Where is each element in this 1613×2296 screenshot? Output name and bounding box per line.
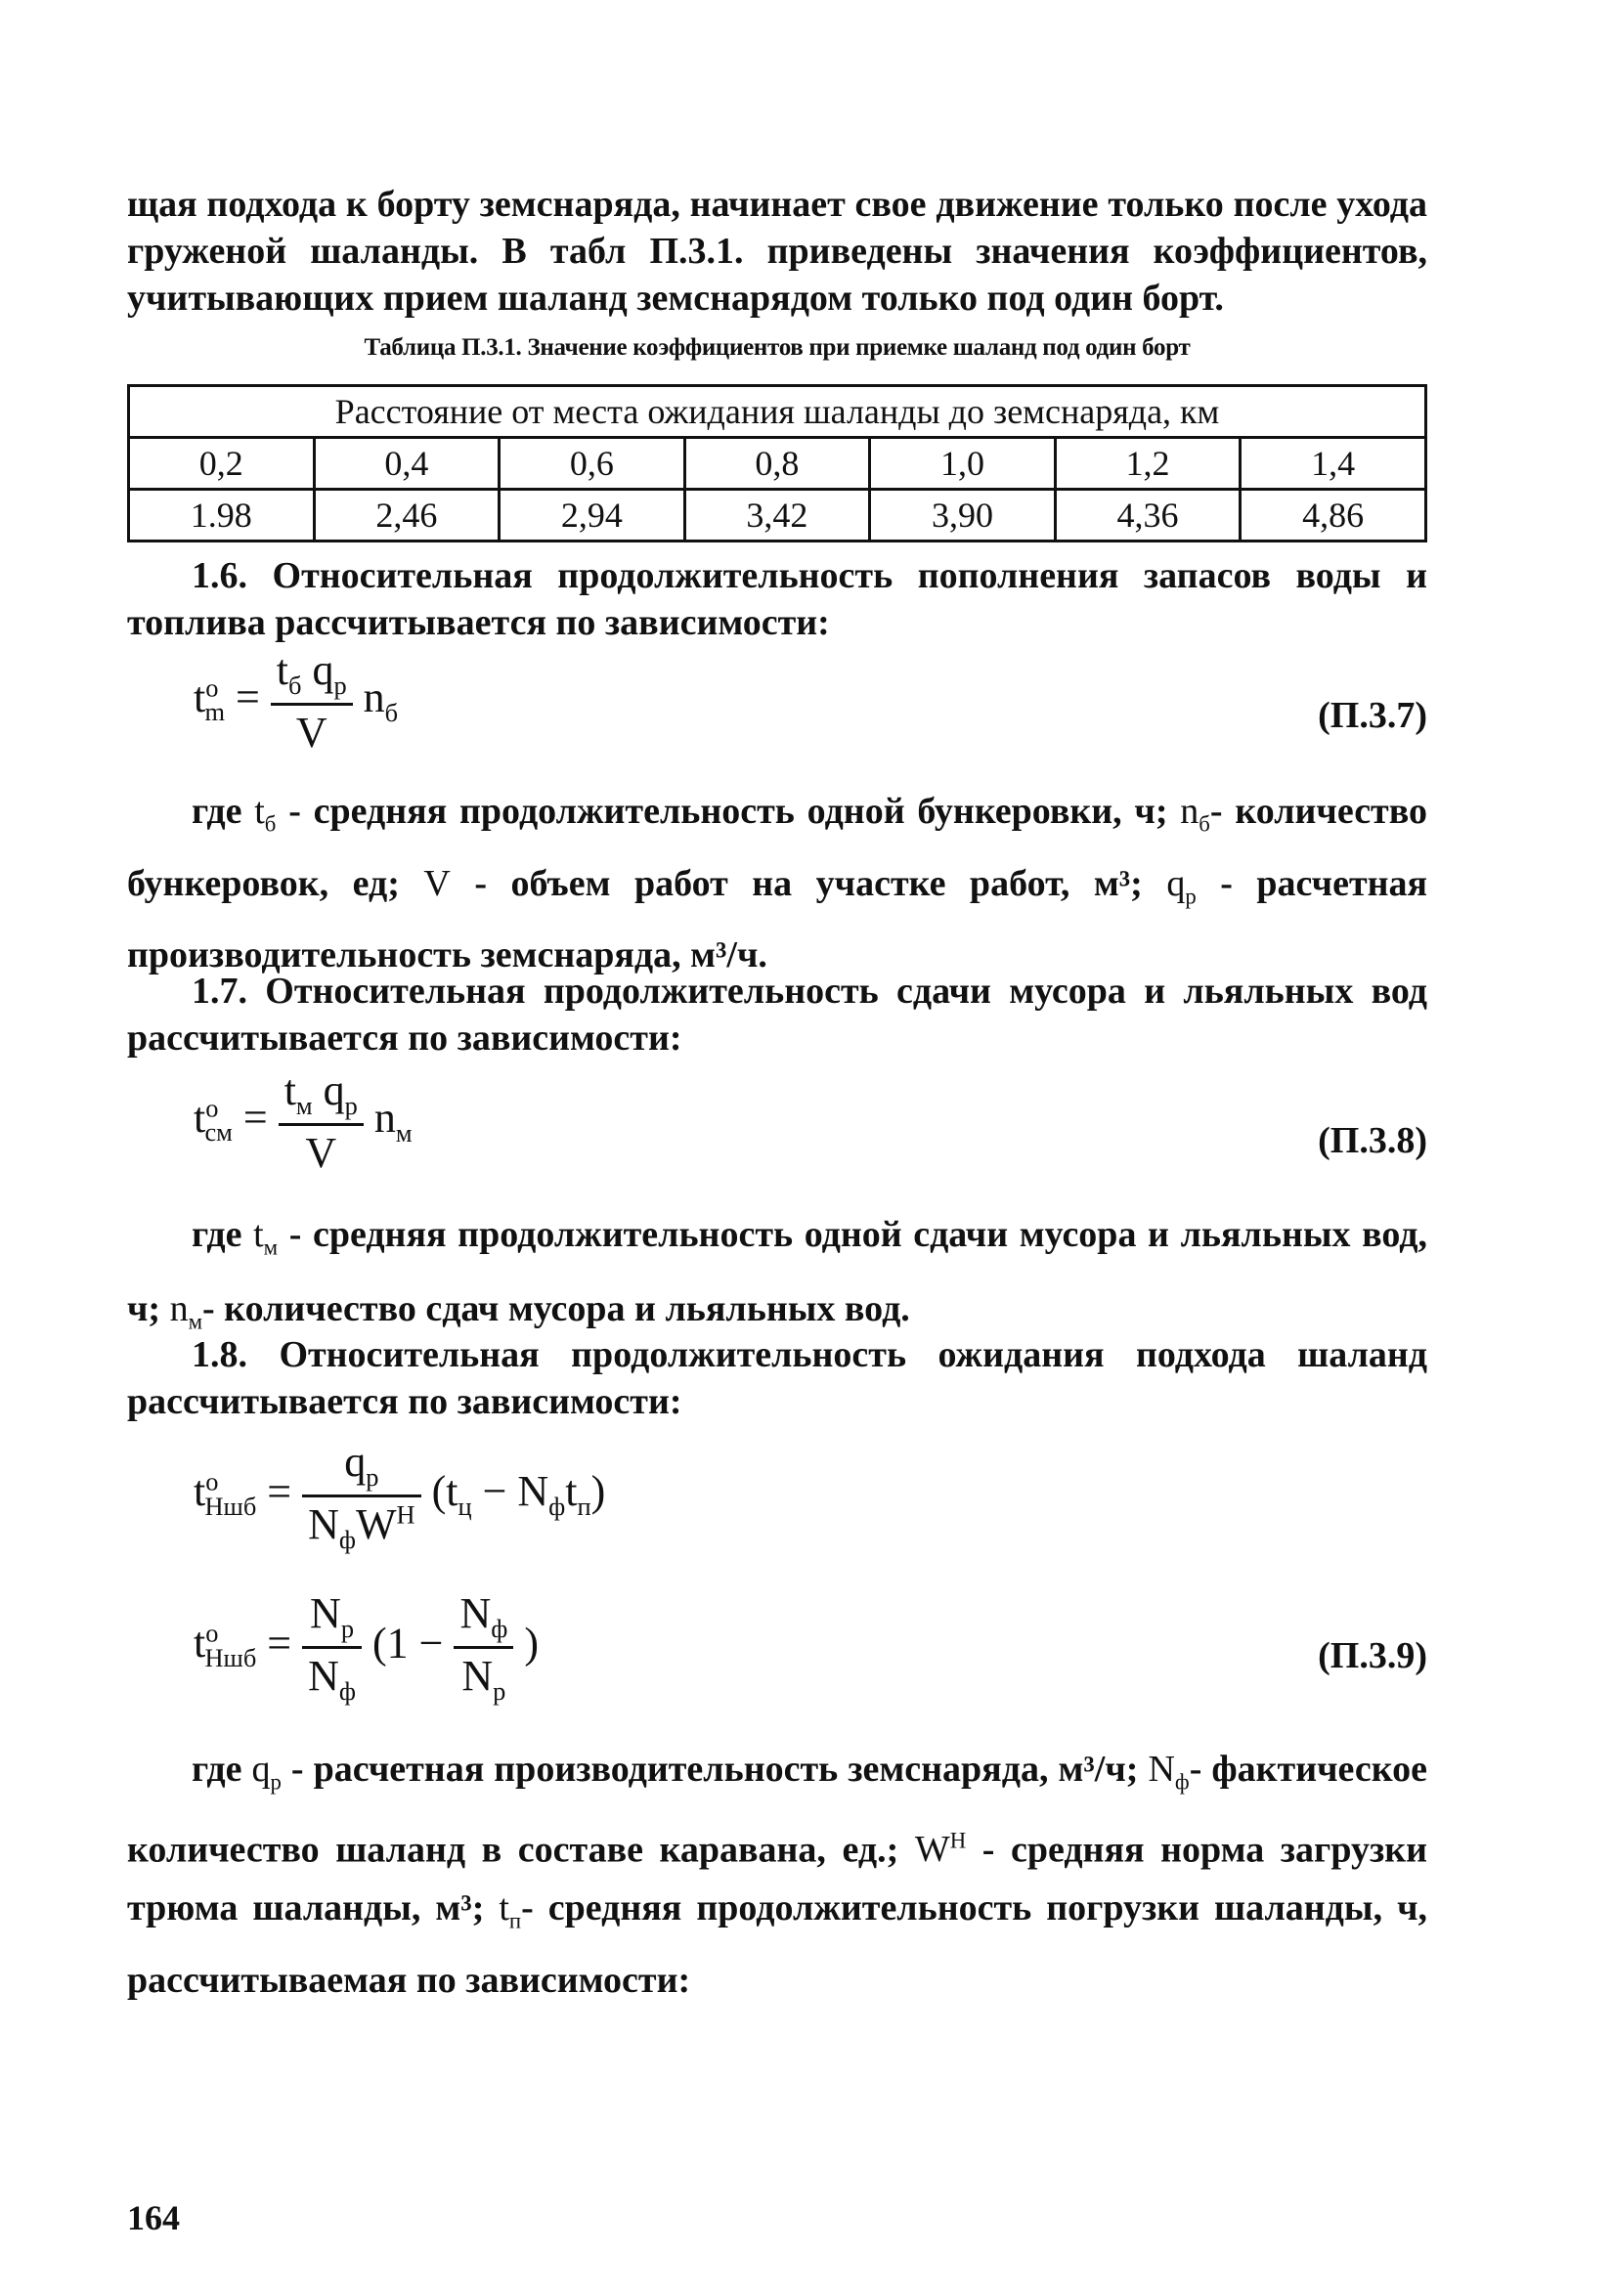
table-cell: 2,46 (314, 490, 500, 542)
section-1-6-text: 1.6. Относительная продолжительность пополнения запасов воды и топлива рассчитывается по зависимости: (127, 555, 1427, 643)
where-text: - количество бункеровок, ед; (127, 791, 1427, 904)
table-row-distances (129, 438, 1426, 490)
table-cell: 0,6 (500, 438, 685, 490)
table-cell: 2,94 (500, 490, 685, 542)
formula-p3-9-a: $t^o_{Hшб}$ = $\frac{q_р}{N_фW^H}$ $(t_ц - N_фt_п)$ (194, 1438, 606, 1554)
where-text: - средняя норма загрузки трюма шаланды, м³; (127, 1829, 1428, 1929)
where-text: - расчетная производительность земснаряда, м³/ч. (127, 862, 1428, 976)
formula-number: (П.3.9) (1318, 1635, 1427, 1676)
coefficient-table (127, 384, 1427, 542)
table-cell: 4,36 (1055, 490, 1241, 542)
where-text: - средняя продолжительность погрузки шаланды, ч, рассчитываемая по зависимости: (127, 1887, 1427, 2001)
where-label: где (192, 1749, 242, 1790)
table-cell: 1,4 (1241, 438, 1426, 490)
where-label: где (192, 1214, 242, 1255)
page-number: 164 (127, 2198, 180, 2237)
paragraph-intro: щая подхода к борту земснаряда, начинает свое движение только после ухода груженой шаланды. В табл П.3.1. приведены значения коэффициентов, учитывающих прием шаланд земснарядом только под один борт. (127, 184, 1427, 319)
table-cell: 1,0 (870, 438, 1056, 490)
where-text: - средняя продолжительность одной сдачи мусора и льяльных (288, 1214, 1351, 1255)
section-1-7-where: где $t_м$ - средняя продолжительность одной сдачи мусора и льяльных вод, ч; $n_м-$ количество сдач мусора и льяльных вод. (127, 1214, 1428, 1334)
table-cell: 0,8 (684, 438, 870, 490)
formula-p3-9-b: $t^o_{Hшб}$ = $\frac{N_р}{N_ф}$ (1 − $\frac{N_ф}{N_р}$ ) (194, 1589, 539, 1706)
table-cell: 0,4 (314, 438, 500, 490)
formula-number: (П.3.8) (1318, 1120, 1427, 1161)
formula-p3-7: $t^o_m$ = $\frac{t_б q_р}{V}$ $n_б$ (194, 646, 399, 757)
where-label: где (192, 791, 242, 832)
table-header: Расстояние от места ожидания шаланды до земснаряда, км (129, 386, 1426, 438)
table-cell: 4,86 (1241, 490, 1426, 542)
table-cell: 1,2 (1055, 438, 1241, 490)
formula-number: (П.3.7) (1318, 695, 1427, 736)
section-1-8-text: 1.8. Относительная продолжительность ожидания подхода шаланд рассчитывается по зависимости: (127, 1334, 1427, 1422)
where-text: - средняя продолжительность одной бункеровки, ч; (288, 791, 1168, 832)
where-text: - количество сдач мусора и льяльных вод. (202, 1287, 910, 1329)
section-1-8-where: где $q_р$ - расчетная производительность земснаряда, м³/ч; $N_ф-$ фактическое количество шаланд в составе каравана, ед.; $W^H$ - средняя норма загрузки трюма шаланды, м³; $t_п-$ средняя продолжительность погрузки шаланды, ч, рассчитываемая по зависимости: (127, 1749, 1428, 2001)
section-1-6-where: где $t_б$ - средняя продолжительность одной бункеровки, ч; $n_б-$ количество бункеровок, ед; V - объем работ на участке работ, м³; $q_р$ - расчетная производительность земснаряда, м³/ч. (127, 791, 1428, 976)
table-cell: 3,42 (684, 490, 870, 542)
table-header-row (129, 386, 1426, 438)
where-text: - объем работ на участке работ, м³; (474, 862, 1143, 904)
table-caption: Таблица П.3.1. Значение коэффициентов при приемке шаланд под один борт (364, 334, 1191, 361)
where-text: - фактическое количество шаланд в составе каравана, ед.; (127, 1749, 1428, 1871)
section-1-7-text: 1.7. Относительная продолжительность сдачи мусора и льяльных вод рассчитывается по зависимости: (127, 971, 1427, 1059)
table-cell: 0,2 (129, 438, 315, 490)
table-cell: 1.98 (129, 490, 315, 542)
where-text: вод, ч; (127, 1214, 1428, 1329)
table-row-coefficients (129, 490, 1426, 542)
where-text: - расчетная производительность земснаряда, м³/ч; (290, 1749, 1139, 1790)
formula-p3-8: $t^o_{см}$ = $\frac{t_м q_р}{V}$ $n_м$ (194, 1066, 413, 1177)
table-cell: 3,90 (870, 490, 1056, 542)
